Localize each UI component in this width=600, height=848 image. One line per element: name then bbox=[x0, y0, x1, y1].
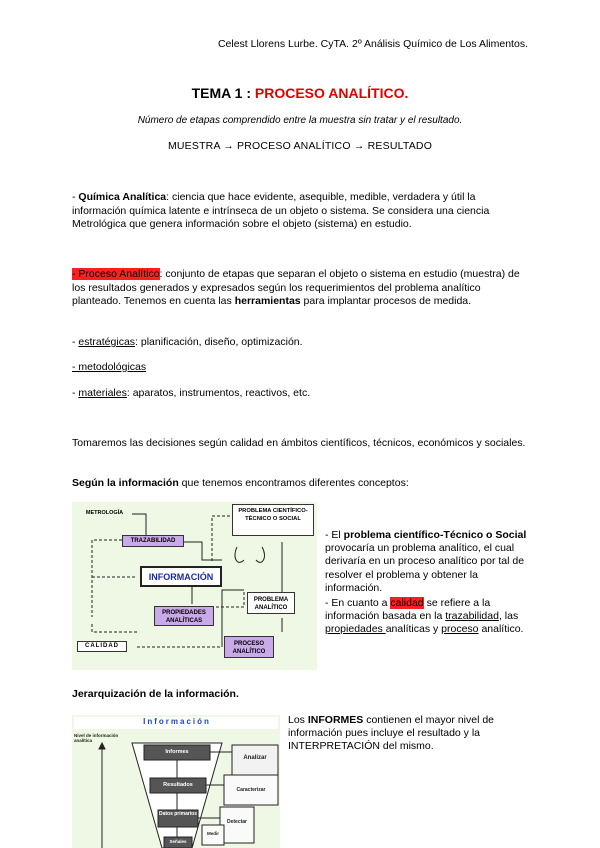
p1-rest: provocaría un problema analítico, el cual derivaría en un proceso analítico por tal de resolver el problema y obtener la información. bbox=[325, 542, 525, 594]
informes-bold: INFORMES bbox=[307, 714, 364, 726]
segun-rest: que tenemos encontramos diferentes conceptos: bbox=[178, 477, 409, 489]
nivel-label: Nivel de información analítica bbox=[74, 733, 119, 743]
quimica-term: Química Analítica bbox=[78, 191, 167, 203]
dash: - bbox=[72, 191, 79, 203]
medir-label: Medir bbox=[206, 831, 219, 836]
dash: - bbox=[72, 387, 79, 399]
detectar-label: Detectar bbox=[226, 819, 247, 825]
metrologia-label: METROLOGÍA bbox=[85, 510, 124, 516]
subtitle: Número de etapas comprendido entre la muestra sin tratar y el resultado. bbox=[137, 115, 463, 126]
propiedades-term: propiedades bbox=[325, 623, 386, 636]
p2-mid2: , las bbox=[498, 610, 519, 623]
herramienta-metodologicas bbox=[72, 361, 528, 375]
p1-pre: - El bbox=[325, 529, 344, 541]
trazabilidad-term: trazabilidad bbox=[445, 610, 499, 623]
page-header: Celest Llorens Lurbe. CyTA. 2º Análisis Químico de Los Alimentos. bbox=[217, 38, 528, 50]
resultados-level: Resultados bbox=[163, 782, 193, 788]
informes-level: Informes bbox=[165, 749, 189, 755]
hierarchy-title: Información bbox=[143, 717, 211, 726]
quimica-paragraph bbox=[72, 191, 528, 232]
dash: - bbox=[72, 336, 79, 348]
p2-end: analítico. bbox=[478, 623, 524, 636]
quimica-text: : ciencia que hace evidente, asequible, medible, verdadera y útil la información química latente e intrínseca de un objeto o sistema. Se considera una ciencia Metrológica que genera información sobre el objeto (sistema) en estudio. bbox=[72, 191, 490, 230]
problema-box: PROBLEMA CIENTÍFICO-TÉCNICO O SOCIAL bbox=[232, 504, 314, 536]
term: estratégicas bbox=[78, 336, 136, 348]
datos-level: Datos primarios bbox=[158, 811, 198, 817]
title-highlight: PROCESO ANALÍTICO. bbox=[254, 85, 409, 101]
calidad-highlight: calidad bbox=[390, 597, 424, 609]
proceso-box: PROCESO ANALÍTICO bbox=[224, 636, 274, 658]
decisiones-paragraph: Tomaremos las decisiones según calidad en ámbitos científicos, técnicos, económicos y sociales. bbox=[72, 437, 526, 449]
information-concepts-diagram bbox=[72, 502, 317, 670]
herramientas-bold: herramientas bbox=[234, 295, 301, 307]
caracterizar-label: Caracterizar bbox=[236, 787, 266, 793]
herramienta-estrategicas bbox=[72, 336, 528, 350]
informes-paragraph bbox=[288, 714, 528, 754]
p2-pre: - En cuanto a bbox=[325, 597, 391, 609]
rest: : aparatos, instrumentos, reactivos, etc. bbox=[126, 387, 311, 399]
informes-pre: Los bbox=[288, 714, 308, 726]
jerarquia-heading: Jerarquización de la información. bbox=[72, 688, 239, 700]
informacion-box: INFORMACIÓN bbox=[140, 566, 222, 587]
calidad-box: CALIDAD bbox=[77, 641, 127, 652]
p1-bold: problema científico-Técnico o Social bbox=[343, 529, 527, 541]
problema-explanation bbox=[325, 529, 530, 595]
propiedades-box: PROPIEDADES ANALÍTICAS bbox=[154, 606, 214, 626]
process-flow: MUESTRA → PROCESO ANALÍTICO → RESULTADO bbox=[167, 140, 433, 152]
proceso-term: proceso bbox=[441, 623, 479, 636]
segun-bold: Según la información bbox=[72, 477, 179, 489]
p2-mid3: analíticas y bbox=[385, 623, 442, 636]
proceso-paragraph bbox=[72, 268, 528, 309]
calidad-explanation bbox=[325, 597, 530, 637]
senales-level: Señales bbox=[169, 839, 187, 844]
page-title bbox=[0, 85, 600, 101]
p2-mid: se refiere a la información basada en la bbox=[325, 597, 491, 623]
proceso-text2: para implantar procesos de medida. bbox=[300, 295, 472, 307]
informes-rest: contienen el mayor nivel de información pues incluye el resultado y la INTERPRETACIÓN del mismo. bbox=[288, 714, 495, 753]
segun-paragraph bbox=[72, 477, 528, 491]
trazabilidad-box: TRAZABILIDAD bbox=[122, 535, 184, 547]
herramienta-materiales bbox=[72, 387, 528, 401]
title-prefix: TEMA 1 : bbox=[191, 85, 255, 101]
problema-analitico-box: PROBLEMA ANALÍTICO bbox=[247, 592, 295, 614]
rest: : planificación, diseño, optimización. bbox=[135, 336, 303, 348]
analizar-label: Analizar bbox=[243, 755, 267, 761]
information-hierarchy-diagram bbox=[72, 715, 280, 848]
term: materiales bbox=[78, 387, 127, 399]
proceso-text1: : conjunto de etapas que separan el objeto o sistema en estudio (muestra) de los resultados generados y expresados según los requerimientos del problema analítico planteado. Tenemos en cuenta las bbox=[72, 268, 520, 307]
term: - metodológicas bbox=[72, 361, 147, 373]
proceso-term: - Proceso Analítico bbox=[72, 268, 160, 280]
